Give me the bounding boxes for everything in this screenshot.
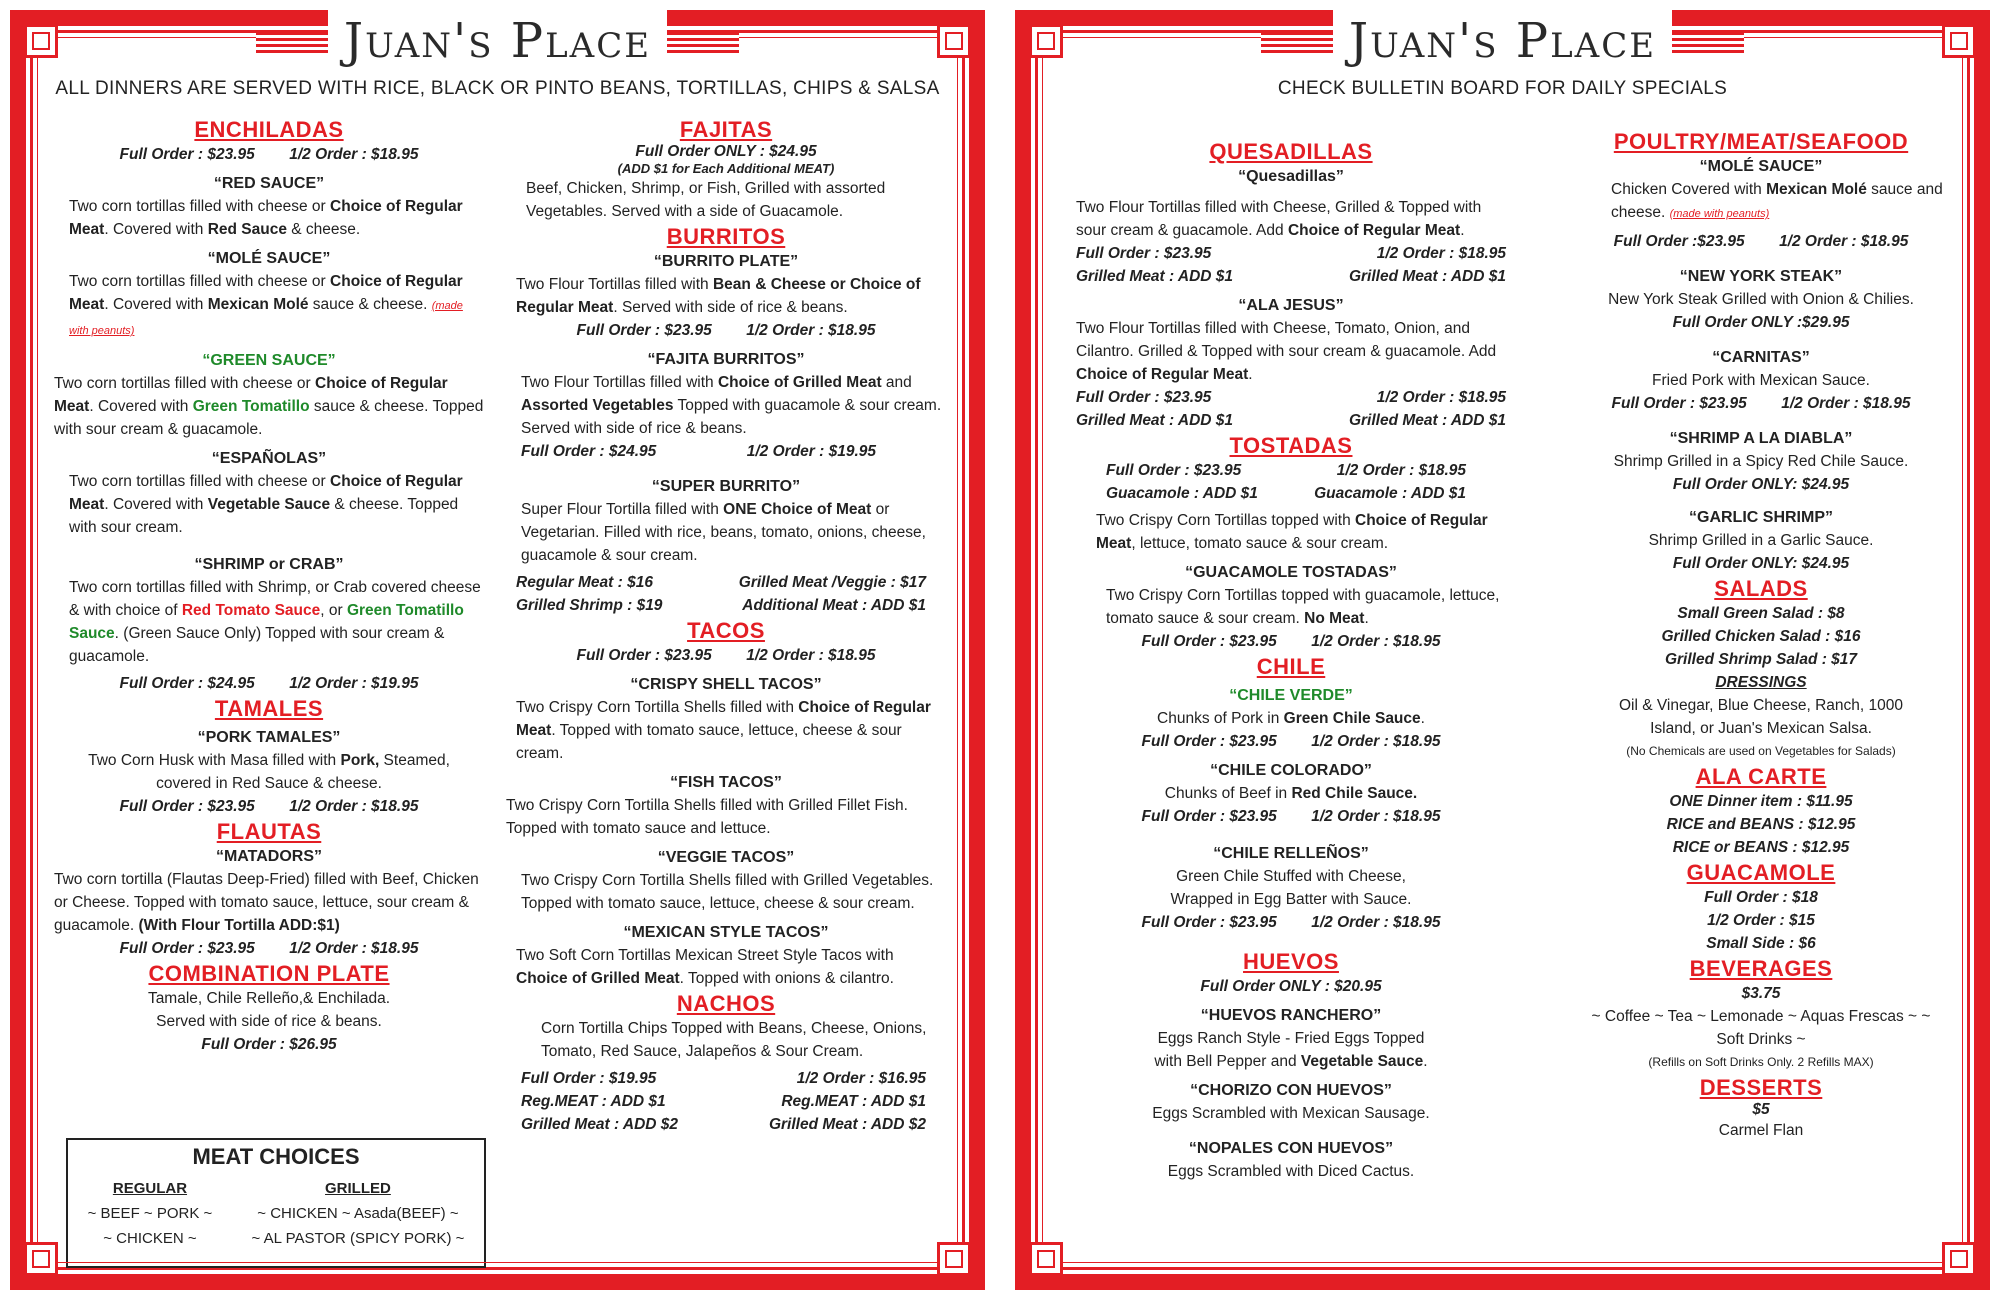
item-name: “ESPAÑOLAS” <box>211 450 327 467</box>
price-line: Full Order ONLY : $24.95 <box>635 143 817 160</box>
dessert-item: Carmel Flan <box>1718 1122 1804 1139</box>
item-name: “MATADORS” <box>215 848 323 865</box>
meat-option: ~ AL PASTOR (SPICY PORK) ~ <box>251 1230 465 1247</box>
menu-line: RICE or BEANS : $12.95 <box>1672 839 1850 856</box>
beverage-note: (Refills on Soft Drinks Only. 2 Refills MAX) <box>1648 1055 1874 1069</box>
item-description: Eggs Scrambled with Diced Cactus. <box>1167 1163 1415 1180</box>
item-name: “SHRIMP A LA DIABLA” <box>1669 430 1853 447</box>
item-description: Eggs Ranch Style - Fried Eggs Topped with Bell Pepper and Vegetable Sauce. <box>1154 1030 1428 1070</box>
item-name: “CHILE RELLEÑOS” <box>1213 845 1369 862</box>
item-name: “Quesadillas” <box>1238 168 1344 185</box>
item-description: Two Flour Tortillas filled with Choice of Grilled Meat and Assorted Vegetables Topped with guacamole & sour cream. Served with side of rice & beans. <box>521 374 942 437</box>
item-description: Two corn tortillas filled with cheese or Choice of Regular Meat. Covered with Vegetable Sauce & cheese. Topped with sour cream. <box>69 473 463 536</box>
item-name: “BURRITO PLATE” <box>653 253 799 270</box>
price-line: Full Order : $23.95 1/2 Order : $18.95 <box>576 322 876 339</box>
section-heading-flautas: FLAUTAS <box>216 819 322 844</box>
item-description: Shrimp Grilled in a Garlic Sauce. <box>1648 532 1874 549</box>
price-line: Grilled Meat : ADD $2 Grilled Meat : ADD $2 <box>521 1116 926 1133</box>
meat-choices-columns <box>68 1176 484 1251</box>
meat-option: ~ CHICKEN ~ Asada(BEEF) ~ <box>257 1205 459 1222</box>
price-line: Full Order ONLY: $24.95 <box>1672 555 1850 572</box>
menu-line: Grilled Shrimp Salad : $17 <box>1664 651 1858 668</box>
allergen-note: (made with peanuts) <box>69 300 463 337</box>
price-line: Full Order : $23.95 1/2 Order : $18.95 <box>576 647 876 664</box>
item-description: Shrimp Grilled in a Spicy Red Chile Sauce. <box>1613 453 1909 470</box>
price-line: Full Order : $23.95 1/2 Order : $18.95 <box>1611 395 1911 412</box>
price-line: Full Order ONLY: $24.95 <box>1672 476 1850 493</box>
item-name: “MOLÉ SAUCE” <box>1699 158 1823 175</box>
price-line: Full Order : $23.95 1/2 Order : $18.95 <box>1141 914 1441 931</box>
item-name: “CARNITAS” <box>1712 349 1810 366</box>
menu-line: Small Green Salad : $8 <box>1677 605 1845 622</box>
menu-line: Small Side : $6 <box>1706 935 1816 952</box>
item-name: “FAJITA BURRITOS” <box>647 351 805 368</box>
item-name: “GARLIC SHRIMP” <box>1689 509 1833 526</box>
price-line: Full Order : $24.95 1/2 Order : $19.95 <box>521 443 876 460</box>
item-description: Two corn tortillas filled with Shrimp, or Crab covered cheese & with choice of Red Tomato Sauce, or Green Tomatillo Sauce. (Green Sauce Only) Topped with sour cream & guacamole. <box>69 579 481 665</box>
item-description: Two Crispy Corn Tortilla Shells filled with Grilled Vegetables. Topped with tomato sauce, lettuce, cheese & sour cream. <box>521 872 934 912</box>
restaurant-title: Juan's Place <box>328 10 667 72</box>
menu-line: 1/2 Order : $15 <box>1707 912 1815 929</box>
title-band <box>26 10 969 72</box>
salad-note: (No Chemicals are used on Vegetables for Salads) <box>1626 744 1896 758</box>
item-description: Two corn tortillas filled with cheese or Choice of Regular Meat. Covered with Red Sauce & cheese. <box>69 198 463 238</box>
corner-ornament <box>24 1242 58 1276</box>
meat-choices-box <box>66 1138 486 1268</box>
right-column-2 <box>1571 128 1951 1142</box>
menu-page-left <box>10 10 985 1290</box>
price-line: Reg.MEAT : ADD $1 Reg.MEAT : ADD $1 <box>521 1093 926 1110</box>
regular-heading: REGULAR <box>112 1180 188 1197</box>
section-heading-chile: CHILE <box>1256 654 1326 679</box>
menu-page-right <box>1015 10 1990 1290</box>
price-note: (ADD $1 for Each Additional MEAT) <box>617 161 835 176</box>
price-line: Full Order : $19.95 1/2 Order : $16.95 <box>521 1070 926 1087</box>
item-name: “GUACAMOLE TOSTADAS” <box>1185 564 1397 581</box>
grilled-meat-list <box>252 1176 465 1251</box>
title-band <box>1031 10 1974 72</box>
price-line: Full Order : $23.95 1/2 Order : $18.95 <box>1141 633 1441 650</box>
item-description: Green Chile Stuffed with Cheese, Wrapped in Egg Batter with Sauce. <box>1170 868 1412 908</box>
price-line: Full Order : $23.95 1/2 Order : $18.95 <box>1141 733 1441 750</box>
item-description: Fried Pork with Mexican Sauce. <box>1652 372 1870 389</box>
item-name: “NEW YORK STEAK” <box>1679 268 1843 285</box>
item-name: “GREEN SAUCE” <box>202 352 336 369</box>
price-line: Guacamole : ADD $1 Guacamole : ADD $1 <box>1106 485 1466 502</box>
item-description: Two Flour Tortillas filled with Cheese, Grilled & Topped with sour cream & guacamole. Add Choice of Regular Meat. <box>1076 199 1482 239</box>
item-description: New York Steak Grilled with Onion & Chilies. <box>1608 291 1914 308</box>
meat-choices-heading: MEAT CHOICES <box>192 1144 360 1169</box>
item-description: Two Crispy Corn Tortilla Shells filled with Choice of Regular Meat. Topped with tomato sauce, lettuce, cheese & sour cream. <box>516 699 931 762</box>
price-line: Full Order : $23.95 1/2 Order : $18.95 <box>119 940 419 957</box>
regular-meat-list <box>88 1176 213 1251</box>
price-line: Full Order : $23.95 1/2 Order : $18.95 <box>1076 389 1506 406</box>
left-column-1 <box>54 116 484 1056</box>
item-name: “SHRIMP or CRAB” <box>194 556 344 573</box>
item-description: Two Corn Husk with Masa filled with Pork, Steamed, covered in Red Sauce & cheese. <box>88 752 450 792</box>
beverage-list: ~ Coffee ~ Tea ~ Lemonade ~ Aquas Frescas ~ ~ Soft Drinks ~ <box>1591 1008 1931 1048</box>
price-line: Full Order : $26.95 <box>201 1036 337 1053</box>
item-description: Super Flour Tortilla filled with ONE Choice of Meat or Vegetarian. Filled with rice, beans, tomato, onions, cheese, guacamole & sour cream. <box>521 501 926 564</box>
price-line: Full Order : $23.95 1/2 Order : $18.95 <box>119 146 419 163</box>
allergen-note: (made with peanuts) <box>1669 208 1770 220</box>
price-line: Full Order : $23.95 1/2 Order : $18.95 <box>1141 808 1441 825</box>
item-description: Eggs Scrambled with Mexican Sausage. <box>1152 1105 1430 1122</box>
right-column-1 <box>1076 138 1506 1183</box>
section-heading-fajitas: FAJITAS <box>679 117 773 142</box>
price-line: Full Order ONLY :$29.95 <box>1672 314 1850 331</box>
corner-ornament <box>937 1242 971 1276</box>
price-line: Grilled Meat : ADD $1 Grilled Meat : ADD $1 <box>1076 268 1506 285</box>
meat-option: ~ BEEF ~ PORK ~ <box>87 1205 213 1222</box>
left-column-2 <box>506 116 946 1136</box>
item-name: “SUPER BURRITO” <box>651 478 801 495</box>
page-subtitle: ALL DINNERS ARE SERVED WITH RICE, BLACK OR PINTO BEANS, TORTILLAS, CHIPS & SALSA <box>55 78 940 99</box>
dressings-heading: DRESSINGS <box>1715 674 1807 691</box>
menu-line: Grilled Chicken Salad : $16 <box>1661 628 1861 645</box>
price-line: Grilled Shrimp : $19 Additional Meat : ADD $1 <box>516 597 926 614</box>
menu-line: RICE and BEANS : $12.95 <box>1666 816 1856 833</box>
item-description: Chunks of Pork in Green Chile Sauce. <box>1157 710 1425 727</box>
menu-line: ONE Dinner item : $11.95 <box>1669 793 1853 810</box>
price-line: Full Order ONLY : $20.95 <box>1200 978 1382 995</box>
section-heading-poultry-meat-seafood: POULTRY/MEAT/SEAFOOD <box>1613 129 1909 154</box>
section-heading-salads: SALADS <box>1714 576 1808 601</box>
item-description: Two Crispy Corn Tortillas topped with guacamole, lettuce, tomato sauce & sour cream. No Meat. <box>1106 587 1500 627</box>
price-line: Full Order :$23.95 1/2 Order : $18.95 <box>1613 233 1909 250</box>
item-description: Two Flour Tortillas filled with Cheese, Tomato, Onion, and Cilantro. Grilled & Topped with sour cream & guacamole. Add Choice of Regular Meat. <box>1076 320 1497 383</box>
item-description: Beef, Chicken, Shrimp, or Fish, Grilled with assorted Vegetables. Served with a side of Guacamole. <box>526 180 886 220</box>
item-description: Oil & Vinegar, Blue Cheese, Ranch, 1000 Island, or Juan's Mexican Salsa. <box>1618 697 1904 737</box>
item-name: “MOLÉ SAUCE” <box>207 250 331 267</box>
section-heading-tamales: TAMALES <box>214 696 324 721</box>
item-name: “RED SAUCE” <box>213 175 325 192</box>
item-description: Two Crispy Corn Tortillas topped with Choice of Regular Meat, lettuce, tomato sauce & sour cream. <box>1096 512 1488 552</box>
section-heading-desserts: DESSERTS <box>1699 1075 1823 1100</box>
item-name: “MEXICAN STYLE TACOS” <box>623 924 829 941</box>
price-line: Full Order : $23.95 1/2 Order : $18.95 <box>1076 245 1506 262</box>
section-heading-tacos: TACOS <box>687 618 765 643</box>
restaurant-title: Juan's Place <box>1333 10 1672 72</box>
section-heading-combination-plate: COMBINATION PLATE <box>148 961 390 986</box>
item-name: “CHILE VERDE” <box>1229 687 1353 704</box>
section-heading-huevos: HUEVOS <box>1243 949 1339 974</box>
meat-option: ~ CHICKEN ~ <box>103 1230 197 1247</box>
section-heading-enchiladas: ENCHILADAS <box>194 117 344 142</box>
item-name: “ALA JESUS” <box>1238 297 1344 314</box>
item-description: Two Crispy Corn Tortilla Shells filled with Grilled Fillet Fish. Topped with tomato sauce and lettuce. <box>506 797 908 837</box>
item-description: Two Soft Corn Tortillas Mexican Street Style Tacos with Choice of Grilled Meat. Topped with onions & cilantro. <box>516 947 894 987</box>
item-name: “HUEVOS RANCHERO” <box>1200 1007 1382 1024</box>
item-description: Corn Tortilla Chips Topped with Beans, Cheese, Onions, Tomato, Red Sauce, Jalapeños & Sour Cream. <box>541 1020 927 1060</box>
item-description: Chunks of Beef in Red Chile Sauce. <box>1164 785 1418 802</box>
menu-line: Full Order : $18 <box>1704 889 1818 906</box>
item-description: Tamale, Chile Relleño,& Enchilada. Served with side of rice & beans. <box>147 990 391 1030</box>
price-line: $3.75 <box>1741 985 1781 1002</box>
section-heading-burritos: BURRITOS <box>666 224 786 249</box>
item-name: “CHORIZO CON HUEVOS” <box>1190 1082 1392 1099</box>
section-heading-tostadas: TOSTADAS <box>1229 433 1353 458</box>
price-line: $5 <box>1752 1101 1770 1118</box>
corner-ornament <box>1942 1242 1976 1276</box>
item-name: “PORK TAMALES” <box>197 729 341 746</box>
section-heading-ala-carte: ALA CARTE <box>1695 764 1827 789</box>
price-line: Grilled Meat : ADD $1 Grilled Meat : ADD $1 <box>1076 412 1506 429</box>
item-name: “NOPALES CON HUEVOS” <box>1188 1140 1394 1157</box>
item-name: “FISH TACOS” <box>670 774 782 791</box>
section-heading-nachos: NACHOS <box>676 991 776 1016</box>
page-subtitle: CHECK BULLETIN BOARD FOR DAILY SPECIALS <box>1277 78 1728 99</box>
item-name: “VEGGIE TACOS” <box>657 849 795 866</box>
corner-ornament <box>1029 1242 1063 1276</box>
section-heading-beverages: BEVERAGES <box>1689 956 1833 981</box>
item-description: Two corn tortilla (Flautas Deep-Fried) filled with Beef, Chicken or Cheese. Topped with tomato sauce, lettuce, sour cream & guacamole. (With Flour Tortilla ADD:$1) <box>54 871 479 934</box>
section-heading-guacamole: GUACAMOLE <box>1686 860 1836 885</box>
item-description: Two corn tortillas filled with cheese or Choice of Regular Meat. Covered with Mexican Molé sauce & cheese. (made with peanuts) <box>69 273 463 337</box>
grilled-heading: GRILLED <box>325 1180 391 1197</box>
price-line: Full Order : $23.95 1/2 Order : $18.95 <box>1106 462 1466 479</box>
price-line: Full Order : $24.95 1/2 Order : $19.95 <box>119 675 419 692</box>
section-heading-quesadillas: QUESADILLAS <box>1209 139 1373 164</box>
item-description: Two Flour Tortillas filled with Bean & Cheese or Choice of Regular Meat. Served with side of rice & beans. <box>516 276 921 316</box>
item-description: Chicken Covered with Mexican Molé sauce and cheese. (made with peanuts) <box>1611 181 1943 221</box>
price-line: Full Order : $23.95 1/2 Order : $18.95 <box>119 798 419 815</box>
item-name: “CRISPY SHELL TACOS” <box>630 676 822 693</box>
item-description: Two corn tortillas filled with cheese or Choice of Regular Meat. Covered with Green Tomatillo sauce & cheese. Topped with sour cream & guacamole. <box>54 375 484 438</box>
price-line: Regular Meat : $16 Grilled Meat /Veggie : $17 <box>516 574 926 591</box>
item-name: “CHILE COLORADO” <box>1210 762 1372 779</box>
